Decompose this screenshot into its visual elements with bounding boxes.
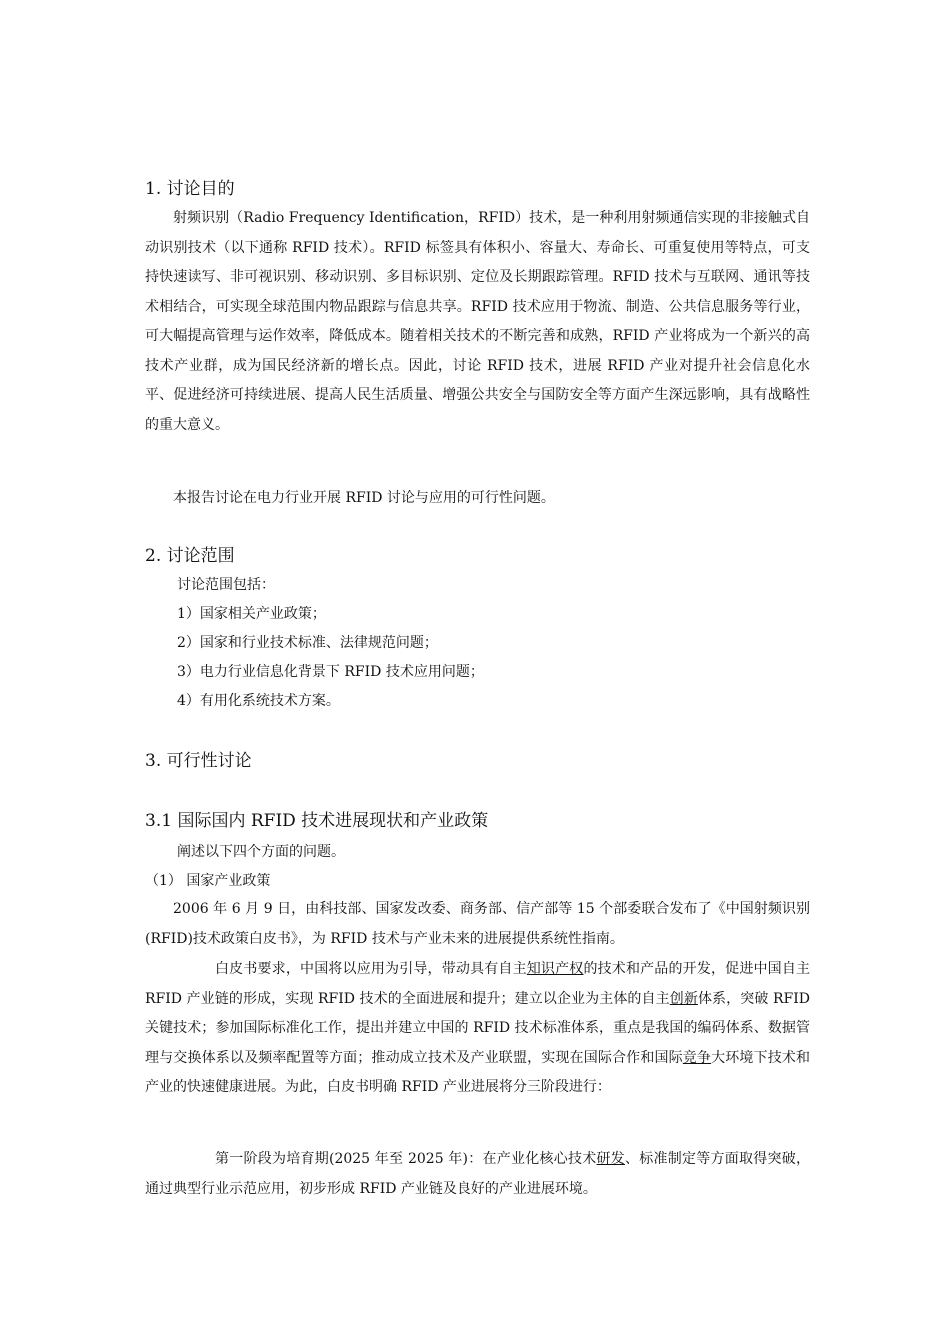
- text-run: 白皮书要求，中国将以应用为引导，带动具有自主: [215, 961, 527, 977]
- subsection-3-1-paragraph-2: [145, 955, 810, 1103]
- section-2-intro: 讨论范围包括：: [177, 577, 275, 593]
- text-run: 、标准制定等方面取得突破，通过典型行业示范应用，初步形成 RFID 产业链及良好的产业进展环境。: [145, 1151, 811, 1197]
- text-run: 大环境下技术和产业的快速健康进展。为此，白皮书明确 RFID 产业进展将分三阶段进行：: [145, 1049, 811, 1095]
- list-item: 1）国家相关产业政策；: [177, 606, 326, 622]
- text-run: 的技术和产品的开发，促进中国自主 RFID 产业链的形成，实现 RFID 技术的全面进展和提升；建立以企业为主体的自主: [145, 961, 811, 1007]
- underlined-term: 竞争: [682, 1049, 712, 1066]
- underlined-term: 研发: [596, 1151, 626, 1167]
- section-1-heading: 1. 讨论目的: [145, 179, 235, 199]
- section-2-heading: 2. 讨论范围: [145, 546, 235, 566]
- list-item: 4）有用化系统技术方案。: [177, 693, 340, 709]
- subsection-3-1-paragraph-3: [145, 1145, 810, 1204]
- underlined-term: 知识产权: [526, 961, 584, 977]
- list-item: 2）国家和行业技术标准、法律规范问题；: [177, 635, 438, 651]
- text-run: 第一阶段为培育期(2025 年至 2025 年)：在产业化核心技术: [215, 1151, 597, 1167]
- item-heading-1: （1） 国家产业政策: [145, 873, 271, 889]
- section-1-paragraph-2: 本报告讨论在电力行业开展 RFID 讨论与应用的可行性问题。: [173, 490, 555, 506]
- list-item: 3）电力行业信息化背景下 RFID 技术应用问题；: [177, 664, 484, 680]
- section-3-heading: 3. 可行性讨论: [145, 751, 252, 771]
- section-1-paragraph-1: 射频识别（Radio Frequency Identification，RFID）技术，是一种利用射频通信实现的非接触式自动识别技术（以下通称 RFID 技术）。RFID 标签具有体积小、容量大、寿命长、可重复使用等特点，可支持快速读写、非可视识别、移动识别、多目标识别、定位及长期跟踪管理。RFID 技术与互联网、通讯等技术相结合，可实现全球范围内物品跟踪与信息共享。RFID 技术应用于物流、制造、公共信息服务等行业，可大幅提高管理与运作效率，降低成本。随着相关技术的不断完善和成熟，RFID 产业将成为一个新兴的高技术产业群，成为国民经济新的增长点。因此，讨论 RFID 技术，进展 RFID 产业对提升社会信息化水平、促进经济可持续进展、提高人民生活质量、增强公共安全与国防安全等方面产生深远影响，具有战略性的重大意义。: [145, 210, 810, 433]
- text-run: 体系，突破 RFID 关键技术；参加国际标准化工作，提出并建立中国的 RFID 技术标准体系，重点是我国的编码体系、数据管理与交换体系以及频率配置等方面；推动成立技术及产业联盟，实现在国际合作和国际: [145, 990, 810, 1066]
- subsection-3-1-intro: 阐述以下四个方面的问题。: [177, 844, 345, 860]
- subsection-3-1-paragraph-1: 2006 年 6 月 9 日，由科技部、国家发改委、商务部、信产部等 15 个部委联合发布了《中国射频识别(RFID)技术政策白皮书》，为 RFID 技术与产业未来的进展提供系统性指南。: [145, 901, 810, 947]
- subsection-3-1-heading: 3.1 国际国内 RFID 技术进展现状和产业政策: [145, 811, 489, 831]
- underlined-term: 创新: [669, 990, 698, 1007]
